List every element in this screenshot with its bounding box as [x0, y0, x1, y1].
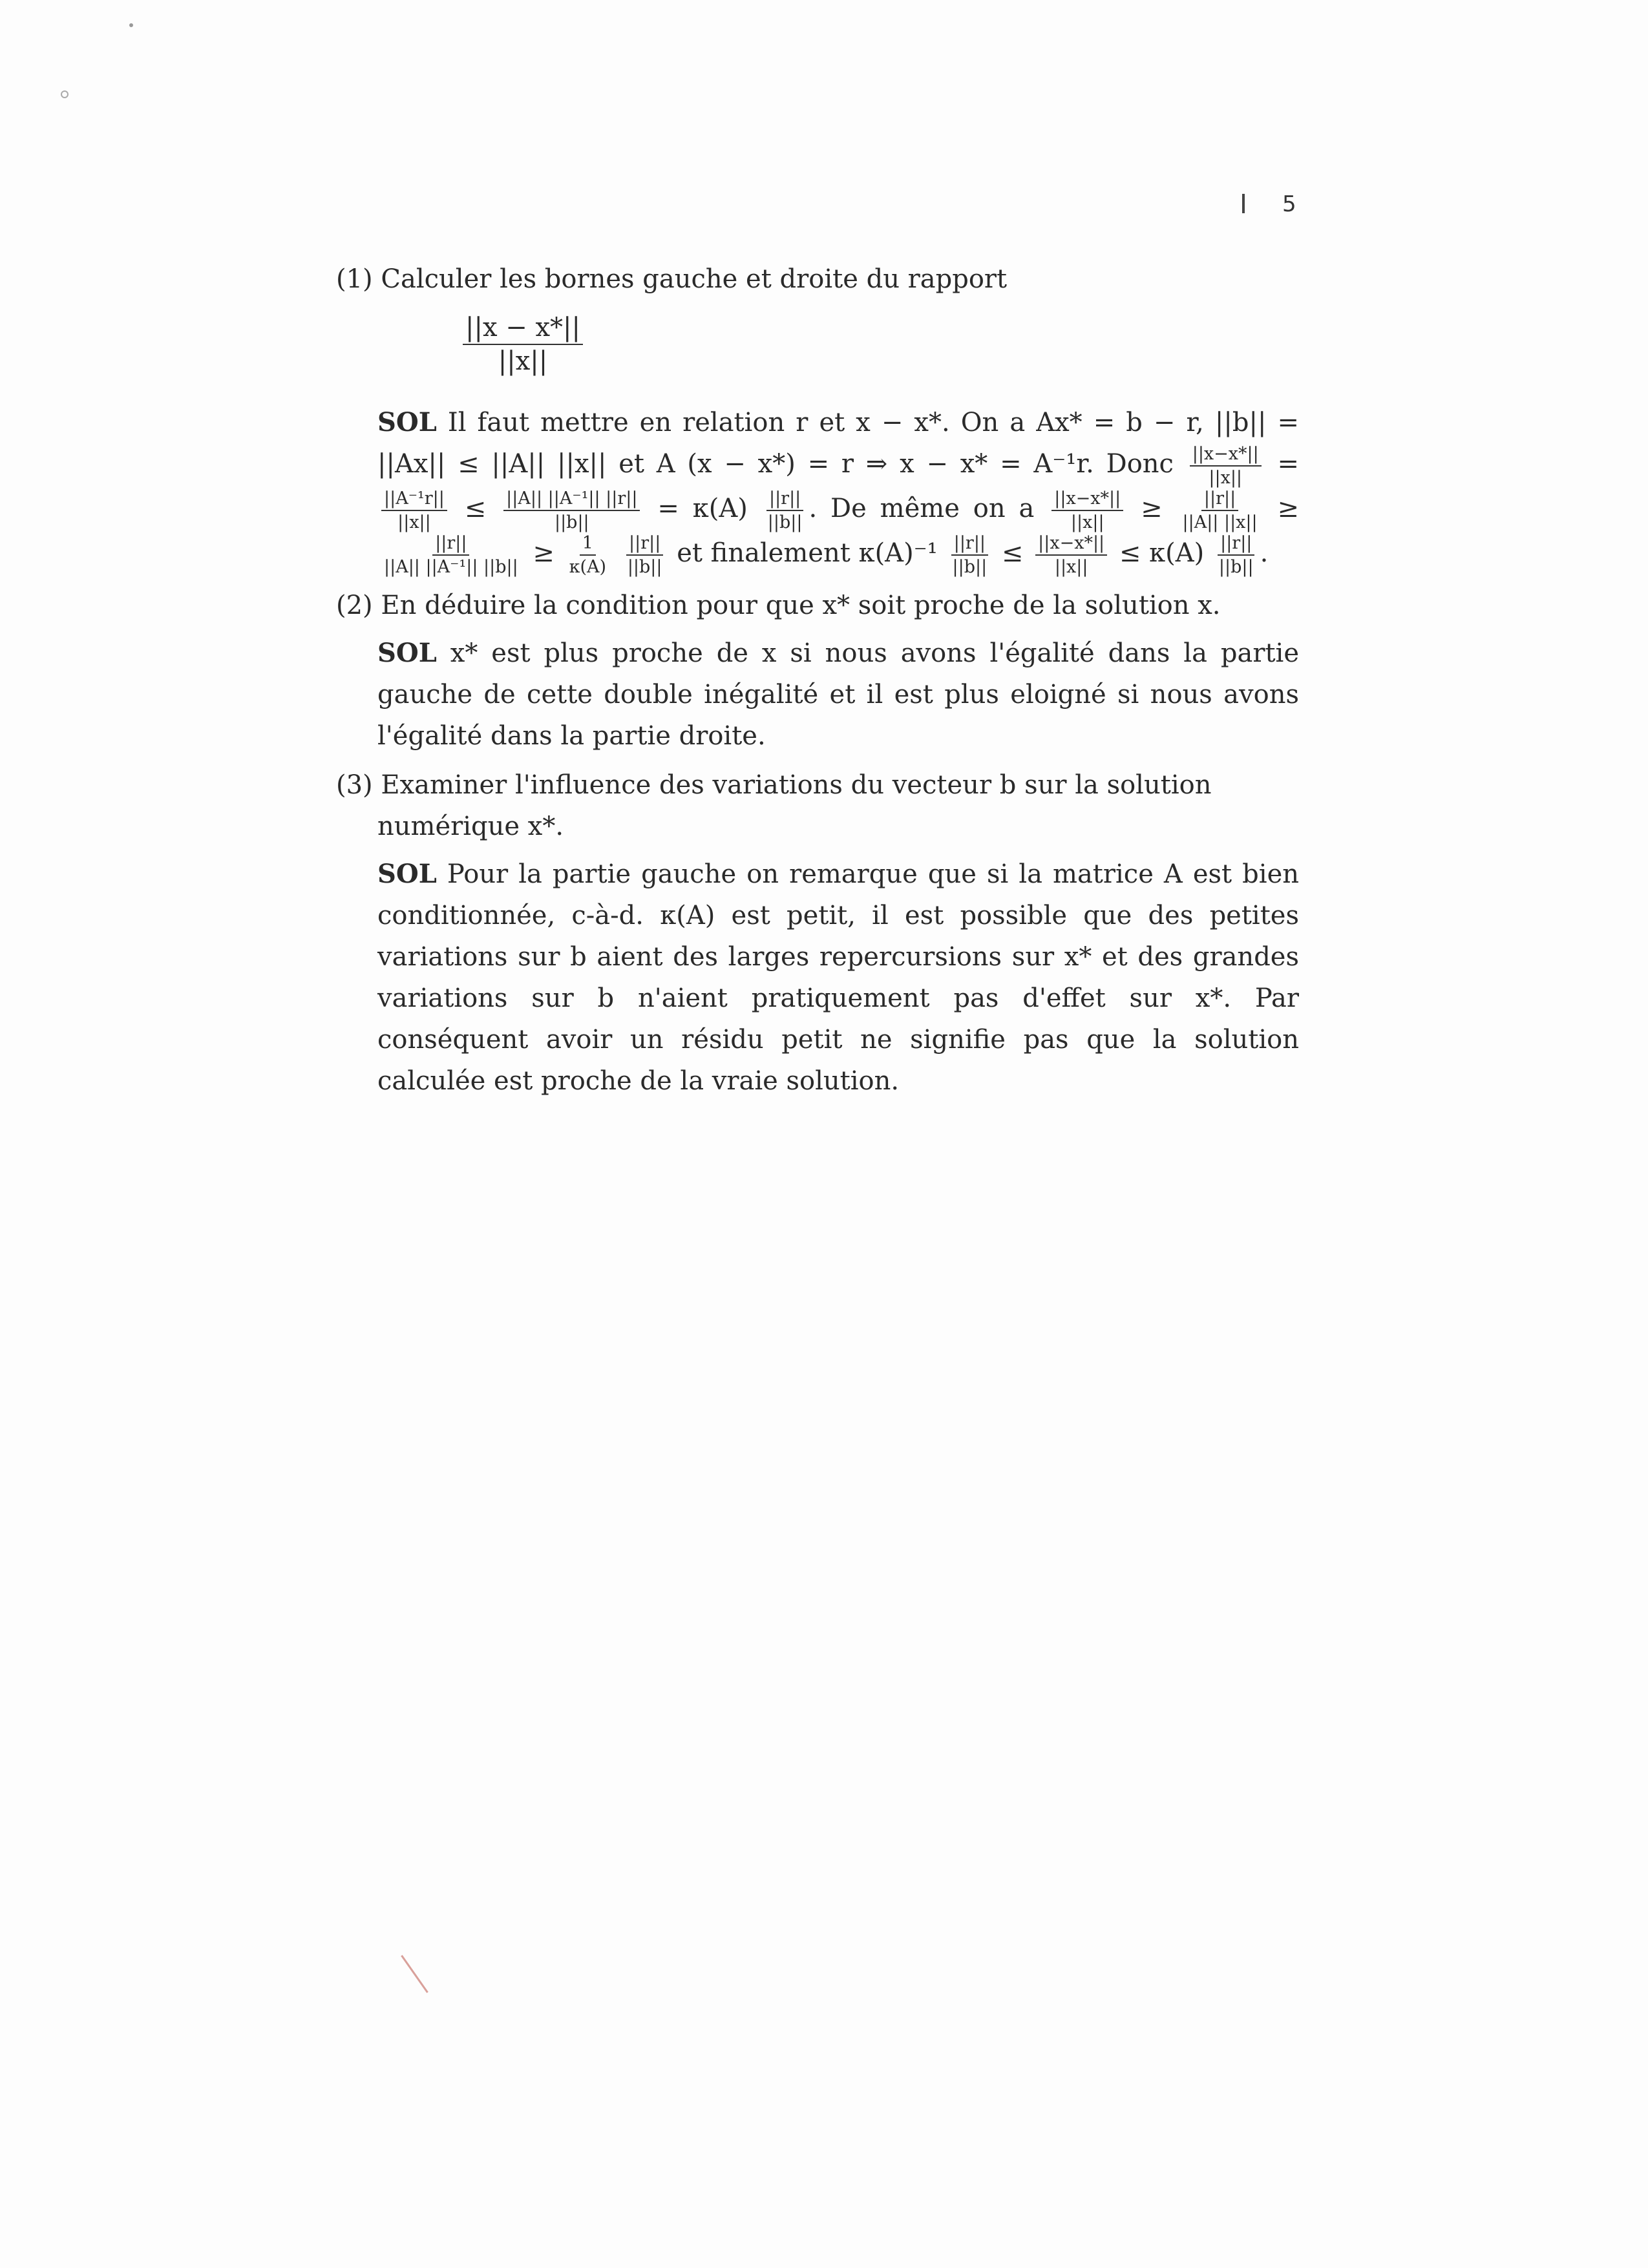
ratio-fraction	[463, 313, 583, 376]
fraction	[1035, 533, 1107, 577]
question-1	[336, 258, 1299, 300]
question-label: (1)	[336, 264, 373, 294]
denominator: ||A|| ||A⁻¹|| ||b||	[384, 557, 518, 578]
question-text: Calculer les bornes gauche et droite du rapport	[381, 264, 1008, 294]
denominator: ||x||	[1054, 557, 1088, 578]
fraction	[1051, 488, 1123, 532]
kappa: κ(A)	[692, 494, 748, 524]
fraction	[625, 533, 665, 577]
scan-mark	[129, 23, 133, 27]
denominator: ||b||	[767, 512, 803, 533]
denominator: ||b||	[952, 557, 988, 578]
solution-1: SOL Il faut mettre en relation r et x − x*. On a Ax* = b − r, ||b|| = ||Ax|| ≤ ||A|| ||x|| et A (x − x*) = r ⇒ x − x* = A⁻¹r. Donc $\frac{||x-x*||}{||x||}$ = $\frac{\text{||A⁻¹r||}}{||x||}$ ≤ $\frac{\text{||A|| ||A⁻¹|| ||r||}}{||b||}$ = κ(A) $\frac{||r||}{||b||}$ . De même on a $\frac{||x-x*||}{||x||}$ ≥ $\frac{||r||}{||A|| ||x||}$ ≥ $\frac{||r||}{\text{||A|| ||A⁻¹|| ||b||}}$ ≥ $\frac{1}{\kappa(A)}$ $\frac{||r||}{||b||}$ et finalement κ(A)⁻¹ $\frac{||r||}{||b||}$ ≤ $\frac{||x-x*||}{||x||}$ ≤ κ(A) $\frac{||r||}{||b||}$ .	[377, 407, 1300, 578]
question-2	[336, 585, 1299, 626]
sol-label: SOL	[377, 407, 437, 437]
fraction	[1190, 444, 1262, 488]
denominator: ||x||	[397, 512, 431, 533]
solution-2	[377, 633, 1299, 757]
fraction	[1216, 533, 1256, 577]
numerator: ||r||	[432, 533, 469, 556]
question-label: (2)	[336, 591, 373, 621]
scan-mark	[61, 90, 69, 98]
page-number: 5	[1282, 191, 1296, 217]
sol-label: SOL	[377, 638, 437, 669]
document-body	[336, 258, 1299, 1109]
denominator: κ(A)	[569, 557, 607, 578]
sol-label: SOL	[377, 859, 437, 890]
question-text: Examiner l'influence des variations du vecteur b sur la solution numérique x*.	[377, 770, 1212, 842]
sol-text: Pour la partie gauche on remarque que si la matrice A est bien conditionnée, c-à-d. κ(A) est petit, il est possible que des petites variations sur b aient des larges repercursions sur x* et des grandes variations sur b n'aient pratiquement pas d'effet sur x*. Par conséquent avoir un résidu petit ne signifie pas que la solution calculée est proche de la vraie solution.	[377, 859, 1300, 1097]
sol-text: . De même on a	[808, 494, 1035, 524]
denominator: ||A|| ||x||	[1182, 512, 1258, 533]
fraction	[950, 533, 990, 577]
fraction	[567, 533, 609, 577]
sol-text: x* est plus proche de x si nous avons l'égalité dans la partie gauche de cette double inégalité et il est plus eloigné si nous avons l'égalité dans la partie droite.	[377, 638, 1299, 751]
question-3	[336, 764, 1299, 847]
margin-tick	[1242, 194, 1245, 213]
question-text: En déduire la condition pour que x* soit proche de la solution x.	[381, 591, 1221, 621]
numerator: 1	[580, 533, 596, 556]
fraction	[503, 488, 640, 532]
denominator: ||b||	[1218, 557, 1254, 578]
kappa-inverse: κ(A)⁻¹	[858, 538, 938, 569]
numerator: ||r||	[1201, 488, 1238, 511]
fraction	[381, 488, 447, 532]
denominator: ||x||	[1070, 512, 1104, 533]
numerator: ||r||	[626, 533, 663, 556]
numerator: ||x−x*||	[1190, 444, 1262, 467]
fraction	[381, 533, 521, 577]
numerator: ||A⁻¹r||	[381, 488, 447, 511]
numerator: ||x−x*||	[1051, 488, 1123, 511]
fraction	[1180, 488, 1260, 532]
numerator: ||x−x*||	[1035, 533, 1107, 556]
fraction	[765, 488, 805, 532]
fraction-numerator: ||x − x*||	[463, 313, 583, 345]
numerator: ||A|| ||A⁻¹|| ||r||	[503, 488, 640, 511]
question-label: (3)	[336, 770, 373, 801]
display-ratio	[459, 313, 1299, 376]
kappa: κ(A)	[1149, 538, 1205, 569]
fraction-denominator: ||x||	[498, 346, 548, 376]
denominator: ||x||	[1209, 468, 1243, 488]
denominator: ||b||	[554, 512, 589, 533]
sol-text: Il faut mettre en relation r et x − x*. On a Ax* = b − r, ||b|| = ||Ax|| ≤ ||A|| ||x|| et A (x − x*) = r ⇒ x − x* = A⁻¹r. Donc	[377, 408, 1299, 479]
numerator: ||r||	[766, 488, 803, 511]
solution-3	[377, 854, 1299, 1102]
numerator: ||r||	[1218, 533, 1254, 556]
denominator: ||b||	[627, 557, 662, 578]
scan-mark	[401, 1955, 428, 1993]
sol-text: et finalement	[677, 538, 850, 569]
numerator: ||r||	[951, 533, 988, 556]
